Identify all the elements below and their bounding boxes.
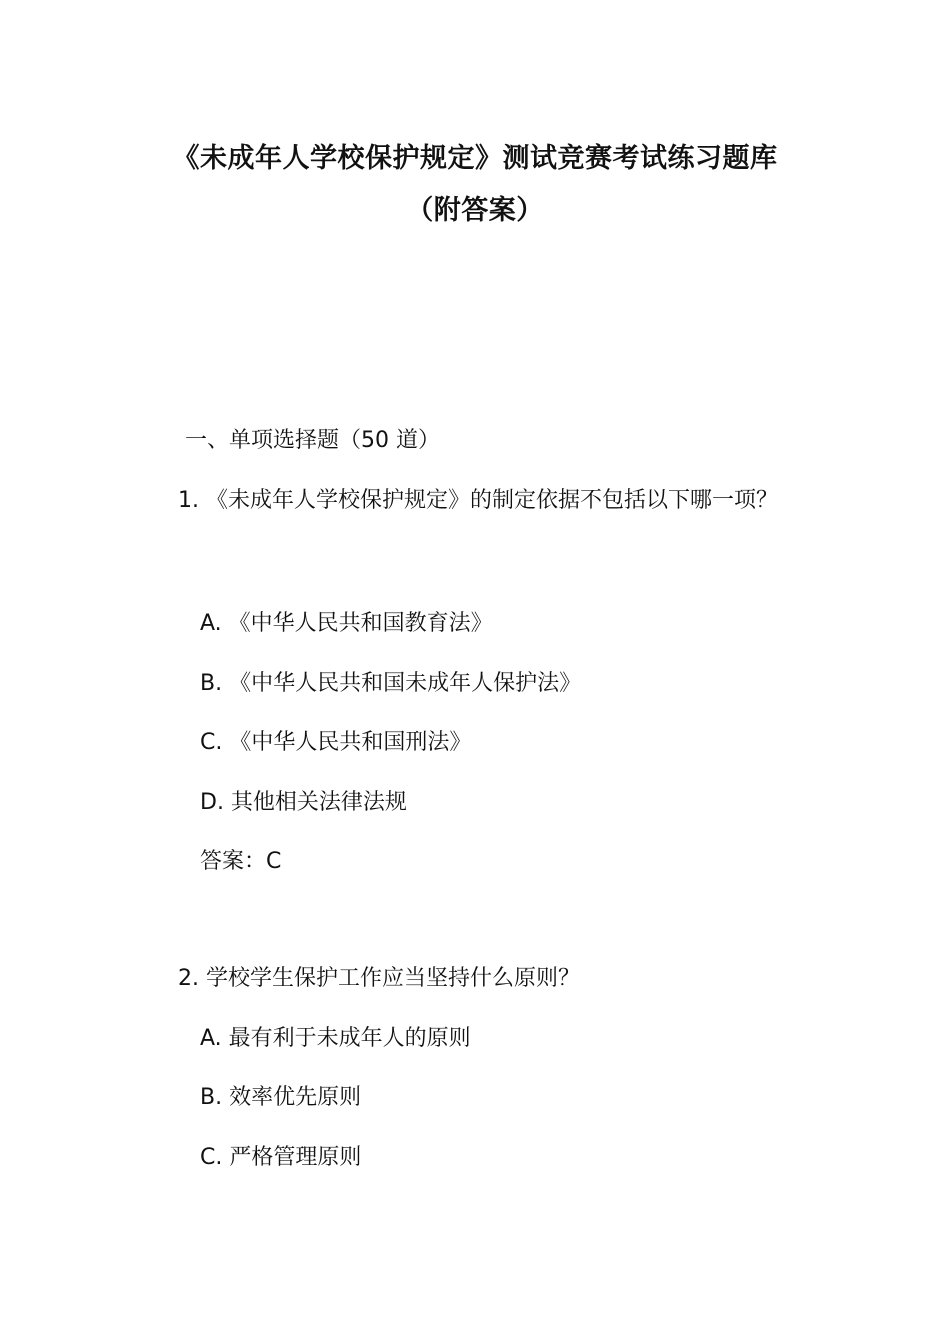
question-1-option-d: D. 其他相关法律法规 [200, 790, 407, 815]
question-2-stem: 2. 学校学生保护工作应当坚持什么原则？ [178, 966, 580, 991]
question-2-option-a: A. 最有利于未成年人的原则 [200, 1026, 471, 1051]
document-title: 《未成年人学校保护规定》测试竞赛考试练习题库 [172, 143, 778, 174]
question-1-option-c: C. 《中华人民共和国刑法》 [200, 730, 472, 755]
question-1-stem: 1. 《未成年人学校保护规定》的制定依据不包括以下哪一项？ [178, 488, 778, 513]
question-2-option-b: B. 效率优先原则 [200, 1085, 362, 1110]
question-1-option-a: A. 《中华人民共和国教育法》 [200, 611, 493, 636]
section-heading: 一、单项选择题（50 道） [185, 428, 440, 453]
question-2-option-c: C. 严格管理原则 [200, 1145, 362, 1170]
question-1-option-b: B. 《中华人民共和国未成年人保护法》 [200, 671, 582, 696]
question-1-answer: 答案：C [200, 849, 282, 874]
document-subtitle: （附答案） [406, 195, 544, 226]
